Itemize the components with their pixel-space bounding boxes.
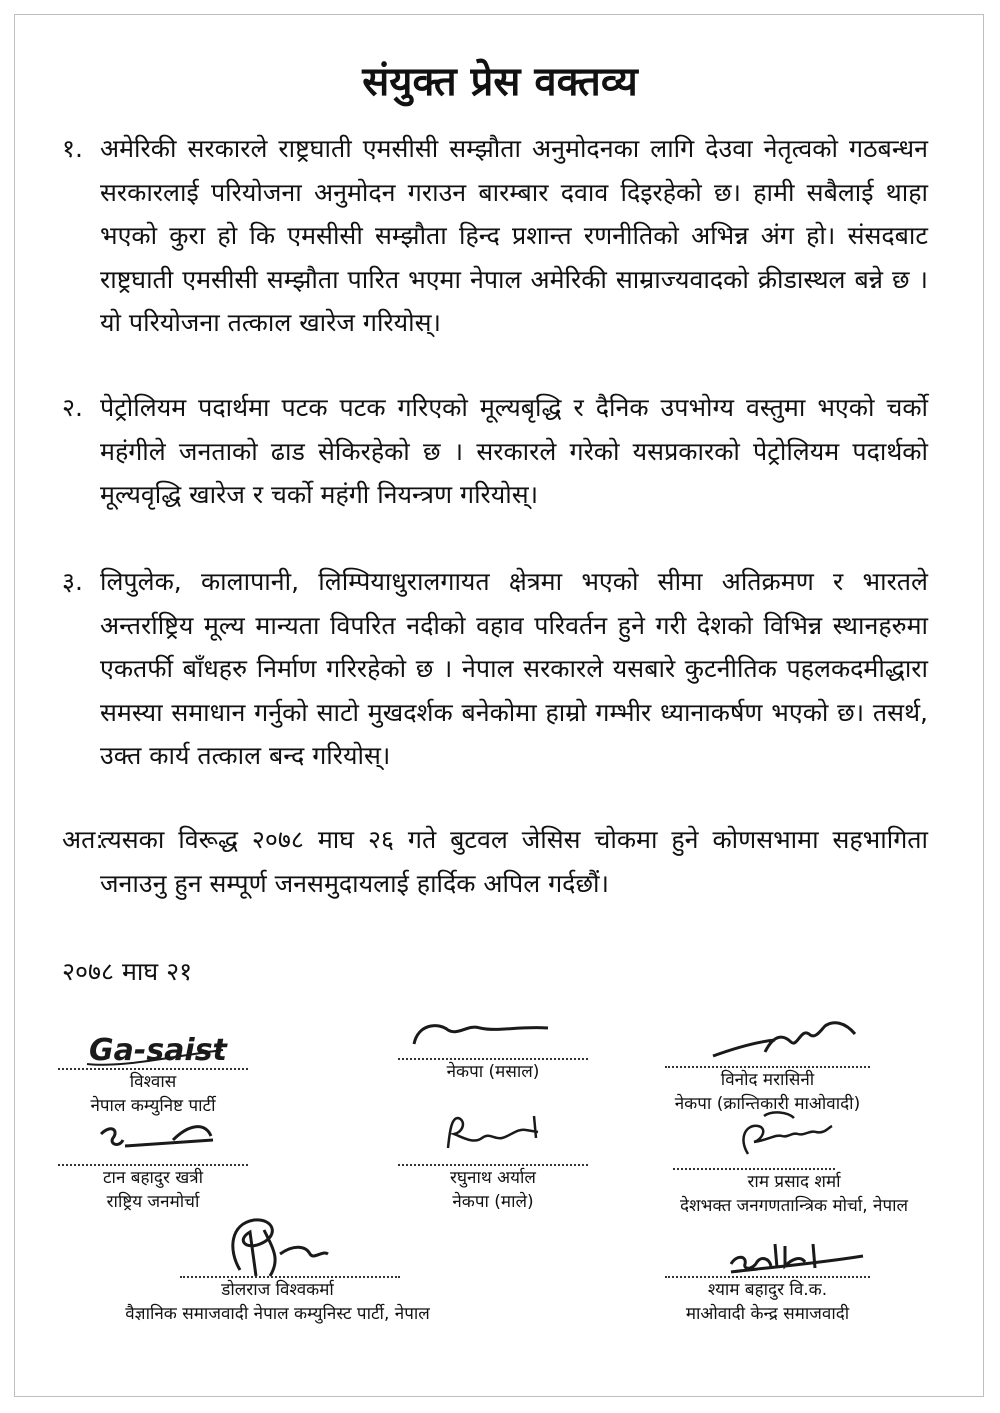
- signature-lettering: Ga-saist: [89, 1033, 227, 1068]
- signatory-4: [58, 1114, 248, 1214]
- point-text: लिपुलेक, कालापानी, लिम्पियाधुरालगायत क्षेत्रमा भएको सीमा अतिक्रमण र भारतले अन्तर्राष्ट्रिय मूल्य मान्यता विपरित नदीको वहाव परिवर्तन हुने गरी देशको विभिन्न स्थानहरुमा एकतर्फी बाँधहरु निर्माण गरिरहेको छ । नेपाल सरकारले यसबारे कुटनीतिक पहलकदमीद्धारा समस्या समाधान गर्नुको साटो मुखदर्शक बनेकोमा हाम्रो गम्भीर ध्यानाकर्षण भएको छ। तसर्थ, उक्त कार्य तत्काल बन्द गरियोस्।: [100, 567, 928, 770]
- signatory-party: माओवादी केन्द्र समाजवादी: [685, 1304, 850, 1324]
- signatory-1: [58, 1018, 248, 1118]
- signatory-party: देशभक्त जनगणतान्त्रिक मोर्चा, नेपाल: [679, 1196, 909, 1216]
- signatory-name: रघुनाथ अर्याल: [450, 1168, 536, 1188]
- signature-line: [58, 1018, 248, 1070]
- signature-line: [80, 1226, 475, 1278]
- signature-line: [648, 1118, 940, 1170]
- signatory-party: नेकपा (क्रान्तिकारी माओवादी): [674, 1094, 861, 1114]
- signatory-name: विनोद मरासिनी: [720, 1070, 815, 1090]
- signature-mark: [408, 1014, 558, 1054]
- closing-lead: अत:: [62, 825, 104, 854]
- signatory-name: श्याम बहादुर वि.क.: [707, 1280, 828, 1300]
- signature-line: [398, 1114, 588, 1166]
- signatory-party: वैज्ञानिक समाजवादी नेपाल कम्युनिस्ट पार्टी, नेपाल: [125, 1304, 430, 1324]
- signatory-name: राम प्रसाद शर्मा: [747, 1172, 841, 1192]
- signatory-name: डोलराज विश्वकर्मा: [221, 1280, 334, 1300]
- dotted-line: [398, 1058, 588, 1060]
- signatory-3: [665, 1016, 870, 1116]
- signatory-party: नेपाल कम्युनिष्ट पार्टी: [90, 1096, 216, 1116]
- signatory-name: टान बहादुर खत्री: [102, 1168, 204, 1188]
- signature-mark: [83, 1020, 233, 1070]
- signatory-name: विश्वास: [129, 1072, 177, 1092]
- signatory-7: [80, 1226, 475, 1326]
- signature-mark: [705, 1012, 865, 1062]
- point-number: २.: [62, 393, 83, 422]
- signatory-2: [398, 1008, 588, 1084]
- point-text: अमेरिकी सरकारले राष्ट्रघाती एमसीसी सम्झौता अनुमोदनका लागि देउवा नेतृत्वको गठबन्धन सरकारलाई परियोजना अनुमोदन गराउन बारम्बार दवाव दिइरहेको छ। हामी सबैलाई थाहा भएको कुरा हो कि एमसीसी सम्झौता हिन्द प्रशान्त रणनीतिको अभिन्न अंग हो। संसदबाट राष्ट्रघाती एमसीसी सम्झौता पारित भएमा नेपाल अमेरिकी साम्राज्यवादको क्रीडास्थल बन्ने छ । यो परियोजना तत्काल खारेज गरियोस्।: [100, 134, 928, 337]
- signatory-name: नेकपा (मसाल): [446, 1062, 540, 1082]
- signature-mark: [723, 1234, 873, 1280]
- signature-line: [398, 1008, 588, 1060]
- signature-mark: [728, 1104, 858, 1160]
- statement-point-1: [62, 127, 928, 345]
- statement-date: २०७८ माघ २१: [62, 957, 193, 986]
- signatory-5: [398, 1114, 588, 1214]
- dotted-line: [58, 1164, 248, 1166]
- dotted-line: [398, 1164, 588, 1166]
- signature-mark: [93, 1110, 233, 1160]
- closing-appeal: [62, 818, 928, 905]
- signature-line: [665, 1016, 870, 1068]
- dotted-line: [58, 1068, 248, 1070]
- signatory-6: [648, 1118, 940, 1218]
- point-number: १.: [62, 134, 83, 163]
- point-text: पेट्रोलियम पदार्थमा पटक पटक गरिएको मूल्यबृद्धि र दैनिक उपभोग्य वस्तुमा भएको चर्को महंगीले जनताको ढाड सेकिरहेको छ । सरकारले गरेको यसप्रकारको पेट्रोलियम पदार्थको मूल्यवृद्धि खारेज र चर्को महंगी नियन्त्रण गरियोस्।: [100, 393, 928, 509]
- signatory-party: नेकपा (माले): [452, 1192, 534, 1212]
- signature-mark: [438, 1108, 568, 1158]
- signature-line: [58, 1114, 248, 1166]
- dotted-line: [180, 1276, 400, 1278]
- page-title: संयुक्त प्रेस वक्तव्य: [362, 59, 638, 105]
- point-number: ३.: [62, 567, 83, 596]
- signatory-party: राष्ट्रिय जनमोर्चा: [106, 1192, 200, 1212]
- dotted-line: [665, 1276, 870, 1278]
- dotted-line: [665, 1066, 870, 1068]
- statement-point-3: [62, 560, 928, 778]
- statement-point-2: [62, 386, 928, 517]
- signatory-8: [665, 1226, 870, 1326]
- closing-text: त्यसका विरूद्ध २०७८ माघ २६ गते बुटवल जेसिस चोकमा हुने कोणसभामा सहभागिता जनाउनु हुन सम्पूर्ण जनसमुदायलाई हार्दिक अपिल गर्दछौं।: [100, 825, 928, 898]
- signature-mark: [210, 1210, 350, 1280]
- signature-line: [665, 1226, 870, 1278]
- dotted-line: [673, 1168, 835, 1170]
